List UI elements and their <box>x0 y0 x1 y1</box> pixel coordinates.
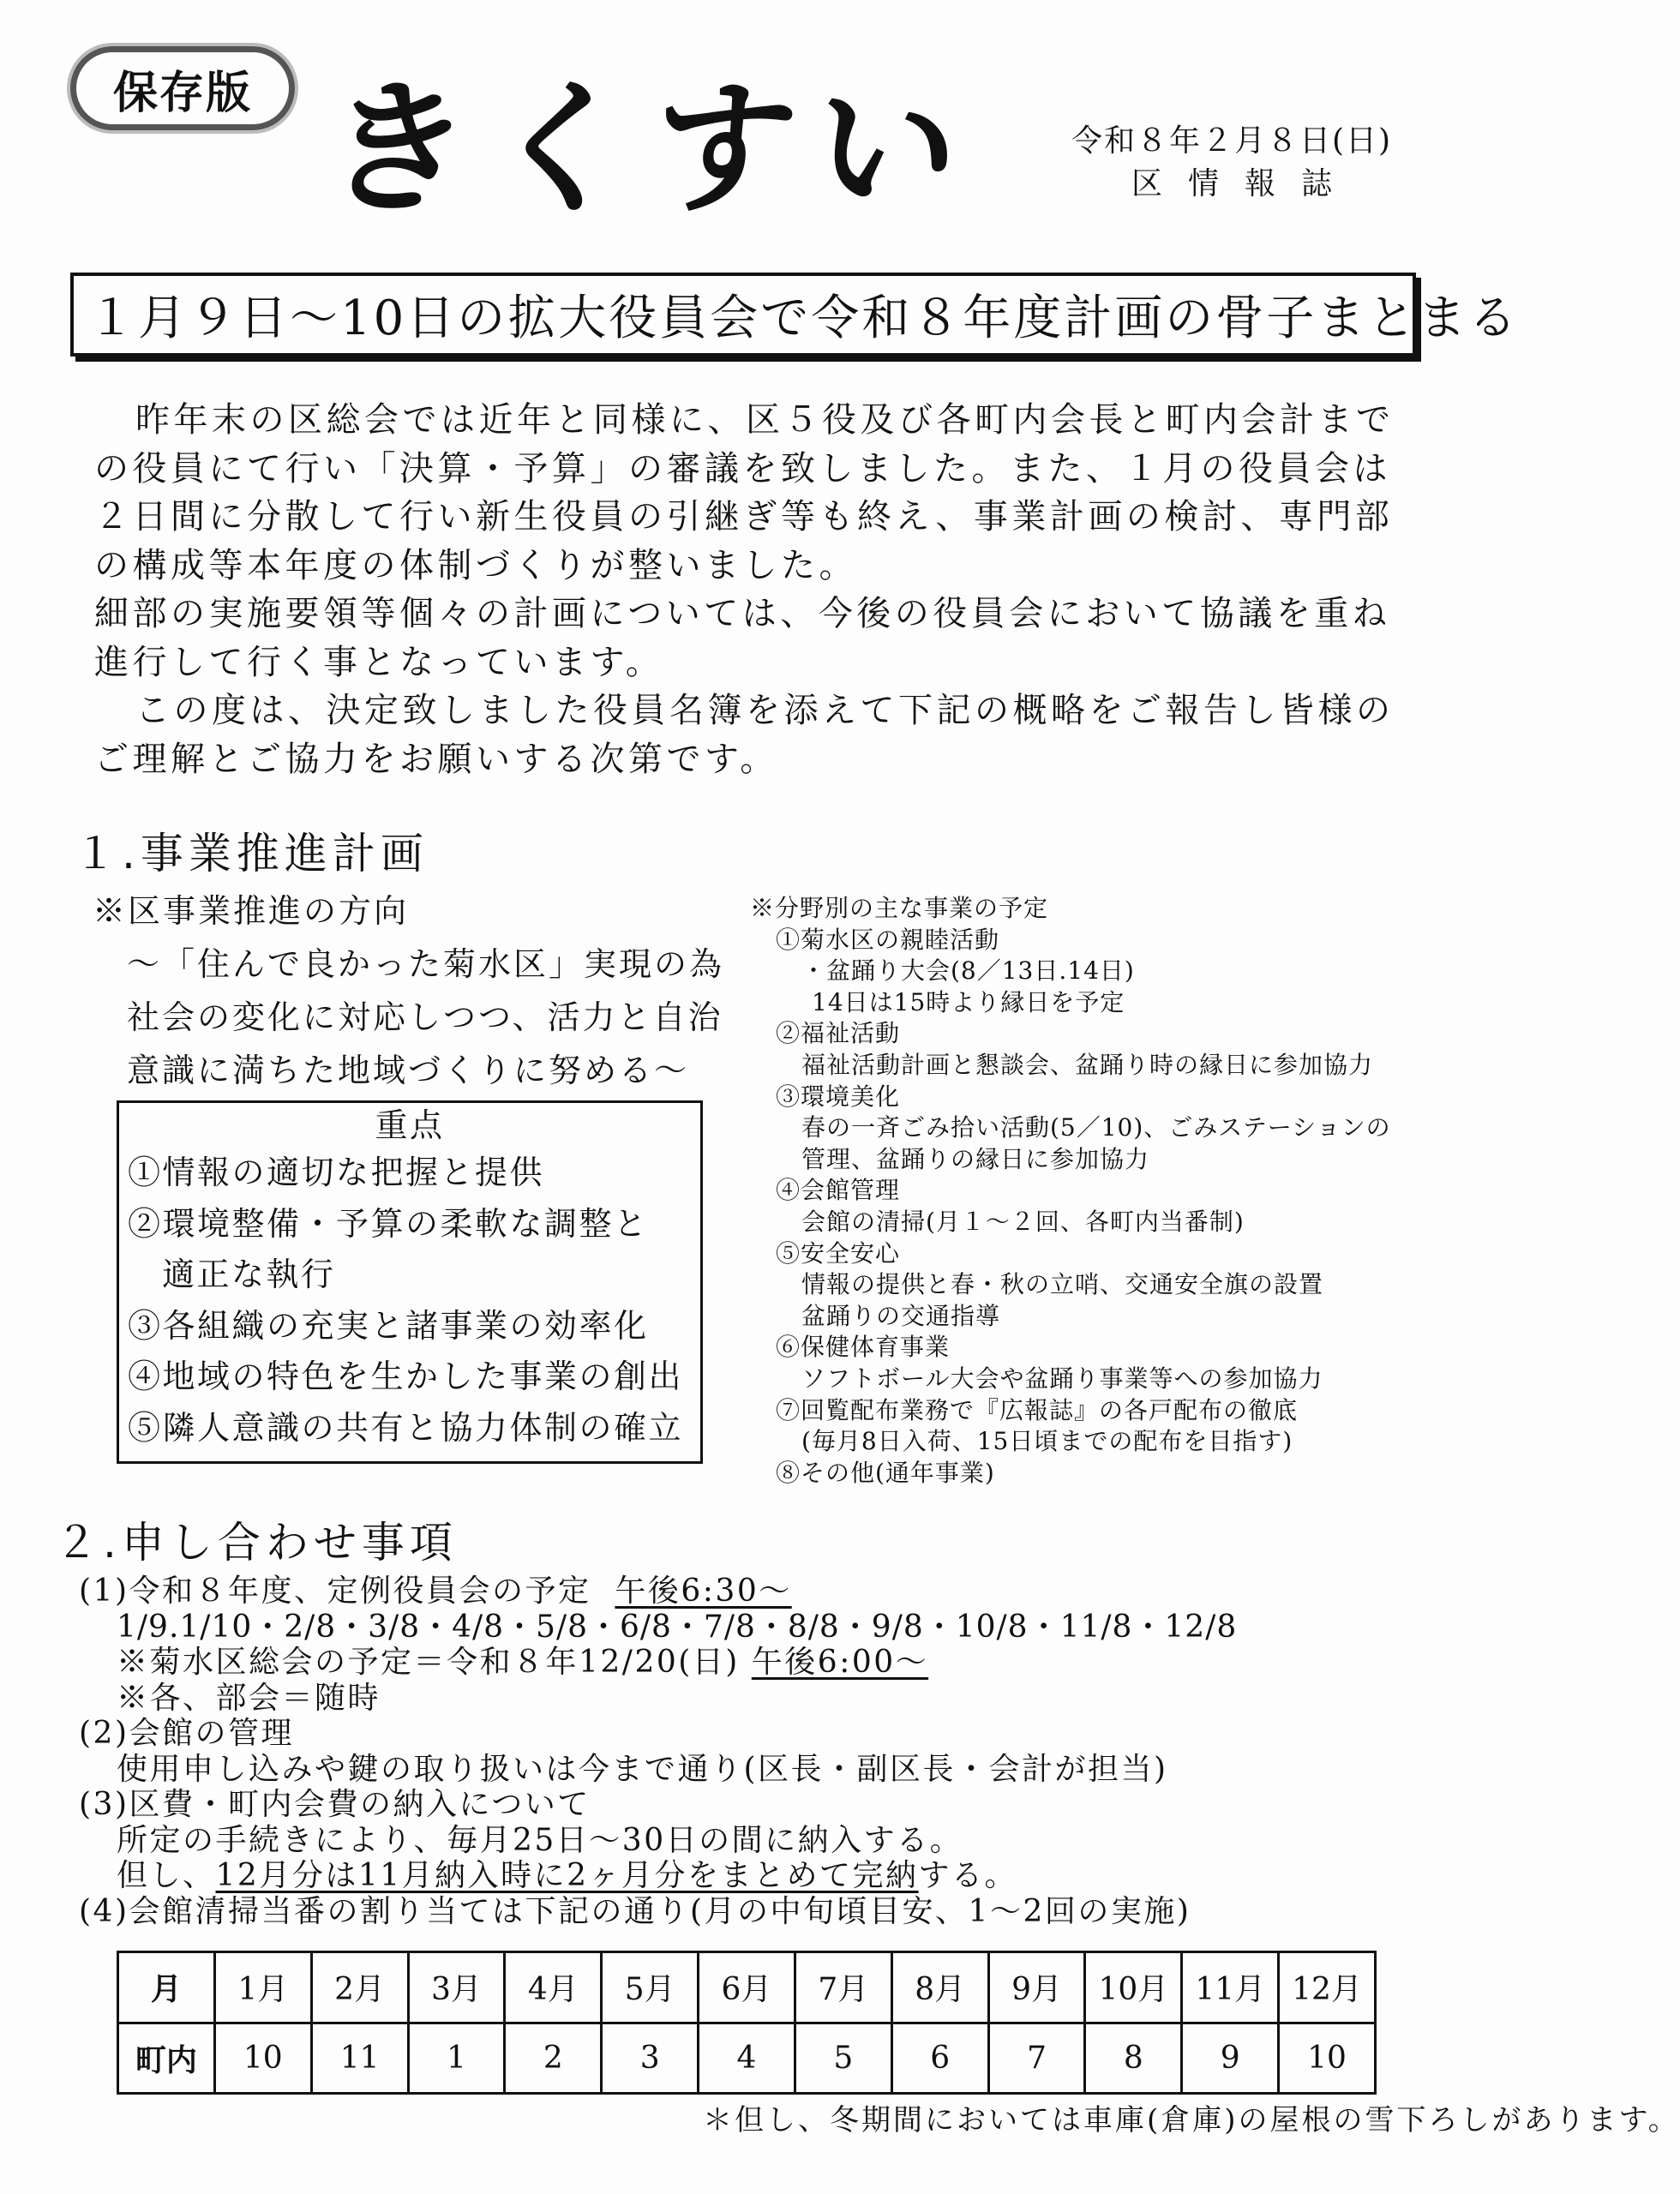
month-cell: 1月 <box>214 1952 311 2023</box>
newsletter-subtitle: 区情報誌 <box>1131 166 1359 202</box>
row-label-month: 月 <box>118 1952 215 2023</box>
town-cell: 10 <box>1279 2023 1376 2094</box>
agreement-item: (4)会館清掃当番の割り当ては下記の通り(月の中旬頃目安、1～2回の実施) <box>79 1893 1191 1929</box>
archive-badge: 保存版 <box>70 46 295 130</box>
plan-category: ⑥保健体育事業 <box>776 1333 951 1362</box>
town-cell: 5 <box>795 2023 891 2094</box>
town-cell: 7 <box>988 2023 1085 2094</box>
plan-detail: 会館の清掃(月１～２回、各町内当番制) <box>801 1207 1245 1236</box>
meeting-time: 午後6:30～ <box>615 1574 792 1609</box>
plan-detail: 福祉活動計画と懇談会、盆踊り時の縁日に参加協力 <box>801 1050 1374 1079</box>
plan-detail: 春の一斉ごみ拾い活動(5／10)、ごみステーションの <box>801 1113 1391 1142</box>
agreement-body: 使用申し込みや鍵の取り扱いは今まで通り(区長・副区長・会計が担当) <box>117 1751 1168 1787</box>
month-cell: 6月 <box>699 1952 795 2023</box>
direction-line: 意識に満ちた地域づくりに努める～ <box>127 1052 690 1089</box>
intro-paragraph: この度は、決定致しました役員名簿を添えて下記の概略をご報告し皆様のご理解とご協力をお願いする次第です。 <box>94 691 1395 779</box>
agreements <box>79 1574 1493 1929</box>
direction-line: ～「住んで良かった菊水区」実現の為 <box>127 945 725 983</box>
month-cell: 10月 <box>1085 1952 1182 2023</box>
month-cell: 5月 <box>602 1952 699 2023</box>
plan-detail: 情報の提供と春・秋の立哨、交通安全旗の設置 <box>801 1270 1324 1299</box>
committee-note: ※各、部会＝随時 <box>117 1680 381 1716</box>
payment-note-prefix: 但し、 <box>117 1858 216 1893</box>
plan-detail: 14日は15時より縁日を予定 <box>812 987 1125 1016</box>
month-cell: 7月 <box>795 1952 891 2023</box>
row-label-town: 町内 <box>118 2023 215 2094</box>
month-cell: 2月 <box>311 1952 408 2023</box>
plan-category: ③環境美化 <box>776 1082 901 1111</box>
direction-line: 社会の変化に対応しつつ、活力と自治 <box>127 998 723 1036</box>
focus-item: ③各組織の充実と諸事業の効率化 <box>128 1306 649 1345</box>
meeting-dates: 1/9.1/10・2/8・3/8・4/8・5/8・6/8・7/8・8/8・9/8・10/8・11/8・12/8 <box>117 1609 1238 1645</box>
town-cell: 9 <box>1182 2023 1279 2094</box>
agreement-item: (2)会館の管理 <box>79 1716 294 1751</box>
payment-note <box>79 1858 1493 1894</box>
month-cell: 9月 <box>988 1952 1085 2023</box>
direction-title: ※区事業推進の方向 <box>93 892 410 930</box>
focus-item: ⑤隣人意識の共有と協力体制の確立 <box>128 1408 684 1447</box>
focus-item: ④地域の特色を生かした事業の創出 <box>128 1358 684 1395</box>
agreement-item <box>79 1574 1493 1610</box>
plan-detail: 管理、盆踊りの縁日に参加協力 <box>801 1144 1150 1173</box>
town-cell: 10 <box>214 2023 311 2094</box>
section2-heading: ２.申し合わせ事項 <box>55 1518 458 1568</box>
town-cell: 4 <box>699 2023 795 2094</box>
dateline <box>1071 120 1392 207</box>
headline: １月９日～10日の拡大役員会で令和８年度計画の骨子まとまる <box>70 273 1416 357</box>
month-cell: 3月 <box>408 1952 505 2023</box>
cleaning-duty-table <box>117 1951 1377 2095</box>
agreement-body: 所定の手続きにより、毎月25日～30日の間に納入する。 <box>117 1822 963 1858</box>
plans-list <box>750 893 1504 1489</box>
town-cell: 1 <box>408 2023 505 2094</box>
section1-heading: １.事業推進計画 <box>74 829 429 878</box>
intro-paragraph: 細部の実施要領等個々の計画については、今後の役員会において協議を重ね進行して行く事となっています。 <box>94 594 1391 682</box>
table-row <box>118 2023 1376 2094</box>
focus-item: ②環境整備・予算の柔軟な調整と <box>128 1204 649 1243</box>
payment-note-suffix: する。 <box>918 1858 1018 1893</box>
direction <box>93 884 744 1097</box>
plan-category: ⑧その他(通年事業) <box>776 1458 995 1487</box>
plan-category: ②福祉活動 <box>776 1019 901 1048</box>
plan-detail: ソフトボール大会や盆踊り事業等への参加協力 <box>801 1364 1323 1393</box>
general-meeting <box>79 1645 1493 1681</box>
focus-item: ①情報の適切な把握と提供 <box>128 1154 545 1191</box>
focus-item: 適正な執行 <box>162 1256 336 1293</box>
intro-paragraph: 昨年末の区総会では近年と同様に、区５役及び各町内会長と町内会計までの役員にて行い「決算・予算」の審議を致しました。また、１月の役員会は２日間に分散して行い新生役員の引継ぎ等も終え、事業計画の検討、専門部の構成等本年度の体制づくりが整いました。 <box>94 400 1395 585</box>
plan-category: ④会館管理 <box>776 1176 901 1205</box>
month-cell: 12月 <box>1279 1952 1376 2023</box>
month-cell: 4月 <box>505 1952 602 2023</box>
month-cell: 11月 <box>1182 1952 1279 2023</box>
plan-detail: 盆踊りの交通指導 <box>801 1301 1001 1330</box>
town-cell: 6 <box>891 2023 988 2094</box>
town-cell: 8 <box>1085 2023 1182 2094</box>
town-cell: 11 <box>311 2023 408 2094</box>
agreement-item: (3)区費・町内会費の納入について <box>79 1787 591 1822</box>
footnote: ＊但し、冬期間においては車庫(倉庫)の屋根の雪下ろしがあります。 <box>703 2103 1680 2137</box>
general-meeting-time: 午後6:00～ <box>751 1645 929 1680</box>
town-cell: 2 <box>505 2023 602 2094</box>
plan-detail: (毎月8日入荷、15日頃までの配布を目指す) <box>801 1427 1293 1456</box>
general-meeting-label: ※菊水区総会の予定＝令和８年12/20(日) <box>117 1645 740 1680</box>
plan-detail: ・盆踊り大会(8／13日.14日) <box>801 956 1135 986</box>
focus-box <box>117 1100 703 1464</box>
plan-category: ⑤安全安心 <box>776 1238 901 1268</box>
plan-category: ⑦回覧配布業務で『広報誌』の各戸配布の徹底 <box>776 1395 1299 1424</box>
newsletter-title: きくすい <box>316 65 987 233</box>
month-cell: 8月 <box>891 1952 988 2023</box>
meeting-schedule-label: (1)令和８年度、定例役員会の予定 <box>79 1574 591 1609</box>
payment-note-emphasis: 12月分は11月納入時に2ヶ月分をまとめて完納 <box>215 1858 919 1893</box>
town-cell: 3 <box>602 2023 699 2094</box>
plan-category: ①菊水区の親睦活動 <box>776 925 1000 954</box>
focus-title: 重点 <box>375 1106 445 1144</box>
issue-date: 令和８年２月８日(日) <box>1071 123 1393 159</box>
intro <box>94 396 1414 783</box>
table-row <box>118 1952 1376 2023</box>
plans-title: ※分野別の主な事業の予定 <box>750 894 1049 922</box>
